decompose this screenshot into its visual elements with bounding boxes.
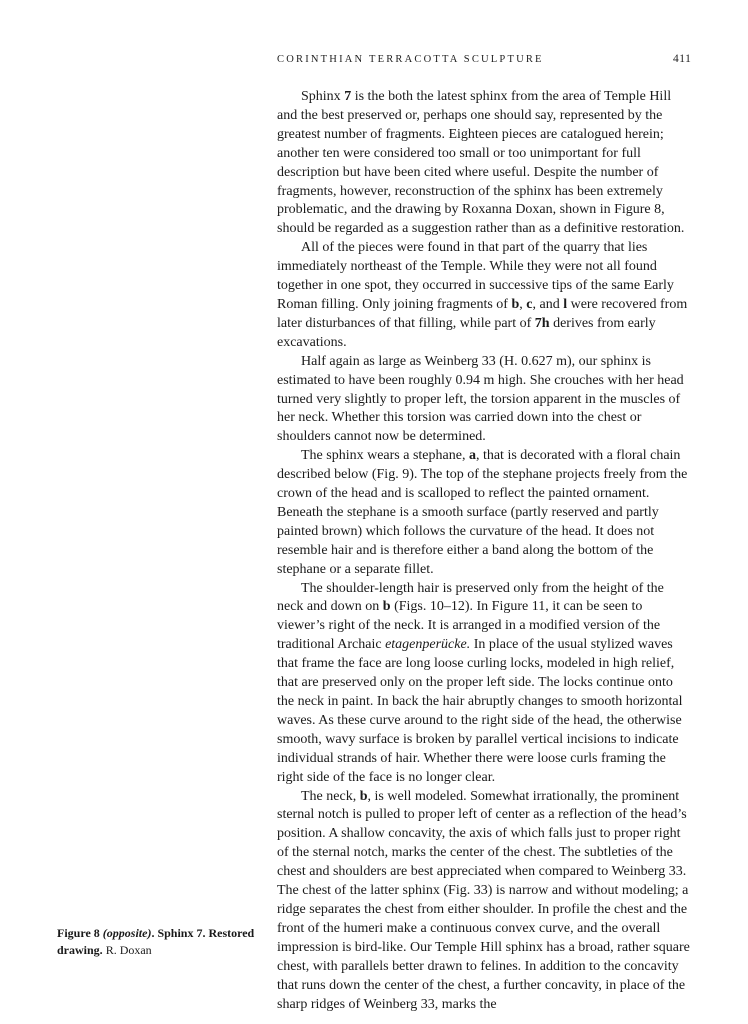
body-paragraph bbox=[277, 88, 691, 239]
text-run: The sphinx wears a stephane, bbox=[301, 448, 469, 464]
catalogue-ref: 7h bbox=[534, 315, 550, 331]
text-run: , bbox=[519, 296, 527, 312]
text-run: (Figs. 10–12). In Figure 11, it can be seen to viewer’s right of the neck. It is arranged in a modified version of the traditional Archaic bbox=[277, 599, 661, 653]
text-run: All of the pieces were found in that part of the quarry that lies immediately northeast of the Temple. While they were not all found together in one spot, they occurred in successive tips of the same Early Roman filling. Only joining fragments of bbox=[277, 240, 674, 312]
caption-opposite: (opposite) bbox=[102, 926, 152, 940]
catalogue-ref: b bbox=[359, 788, 368, 804]
catalogue-ref: c bbox=[526, 296, 533, 312]
catalogue-ref: a bbox=[468, 448, 476, 464]
running-head: CORINTHIAN TERRACOTTA SCULPTURE bbox=[277, 54, 544, 65]
page-number: 411 bbox=[673, 53, 692, 65]
caption-title: . Sphinx 7. Restored drawing. bbox=[57, 926, 255, 957]
figure-caption bbox=[57, 925, 257, 959]
catalogue-ref: l bbox=[563, 296, 568, 312]
body-paragraph bbox=[277, 788, 691, 1015]
body-paragraph bbox=[277, 239, 691, 352]
text-run: , is well modeled. Somewhat irrationally, the prominent sternal notch is pulled to proper left of center as a reflection of the head’s position. A shallow concavity, the axis of which falls just to proper right of the sternal notch, marks the center of the chest. The subtleties of the chest and shoulders are best appreciated when compared to Weinberg 33. The chest of the latter sphinx (Fig. 33) is narrow and without modeling; a ridge separates the chest from either shoulder. In profile the chest and the front of the humeri make a continuous convex curve, and the overall impression is bird-like. Our Temple Hill sphinx has a broad, rather square chest, with parallels better drawn to felines. In addition to the concavity that runs down the center of the chest, a further concavity, in place of the sharp ridges of Weinberg 33, marks the bbox=[277, 788, 690, 1012]
catalogue-ref: b bbox=[511, 296, 520, 312]
text-run: derives from early excavations. bbox=[277, 315, 656, 350]
caption-figure-label: Figure 8 bbox=[57, 926, 103, 940]
body-text bbox=[277, 88, 691, 1014]
body-paragraph bbox=[277, 353, 691, 448]
text-run: The neck, bbox=[301, 788, 360, 804]
text-run: Half again as large as Weinberg 33 (H. 0.627 m), our sphinx is estimated to have been roughly 0.94 m high. She crouches with her head turned very slightly to proper left, the torsion apparent in the muscles of her neck. Whether this torsion was carried down into the chest or shoulders cannot now be determined. bbox=[277, 353, 684, 445]
body-paragraph bbox=[277, 580, 691, 788]
text-run: were recovered from later disturbances of that filling, while part of bbox=[277, 296, 688, 331]
text-run: Sphinx bbox=[301, 89, 345, 104]
body-paragraph bbox=[277, 447, 691, 579]
catalogue-ref: b bbox=[382, 599, 391, 615]
italic-term: etagenperücke. bbox=[385, 637, 471, 653]
caption-credit: R. Doxan bbox=[102, 943, 152, 957]
text-run: is the both the latest sphinx from the area of Temple Hill and the best preserved or, perhaps one should say, represented by the greatest number of fragments. Eighteen pieces are catalogued herein; another ten were considered too small or too unimportant for full description but have been cited where useful. Despite the number of fragments, however, reconstruction of the sphinx has been extremely problematic, and the drawing by Roxanna Doxan, shown in Figure 8, should be regarded as a suggestion rather than as a definitive restoration. bbox=[277, 89, 685, 237]
text-run: , that is decorated with a floral chain described below (Fig. 9). The top of the stephane projects freely from the crown of the head and is scalloped to reflect the painted ornament. Beneath the stephane is a smooth surface (partly reserved and partly painted brown) which follows the curvature of the head. It does not resemble hair and is therefore either a band along the bottom of the stephane or a separate fillet. bbox=[277, 448, 688, 577]
text-run: The shoulder-length hair is preserved only from the height of the neck and down on bbox=[277, 580, 664, 615]
catalogue-ref: 7 bbox=[344, 89, 352, 104]
text-run: In place of the usual stylized waves that frame the face are long loose curling locks, modeled in high relief, that are preserved only on the proper left side. The locks continue onto the neck in paint. In back the hair abruptly changes to smooth horizontal waves. As these curve around to the right side of the head, the otherwise smooth, wavy surface is broken by parallel vertical incisions to indicate individual strands of hair. Whether there were loose curls framing the right side of the face is no longer clear. bbox=[277, 637, 683, 785]
text-run: , and bbox=[532, 296, 564, 312]
